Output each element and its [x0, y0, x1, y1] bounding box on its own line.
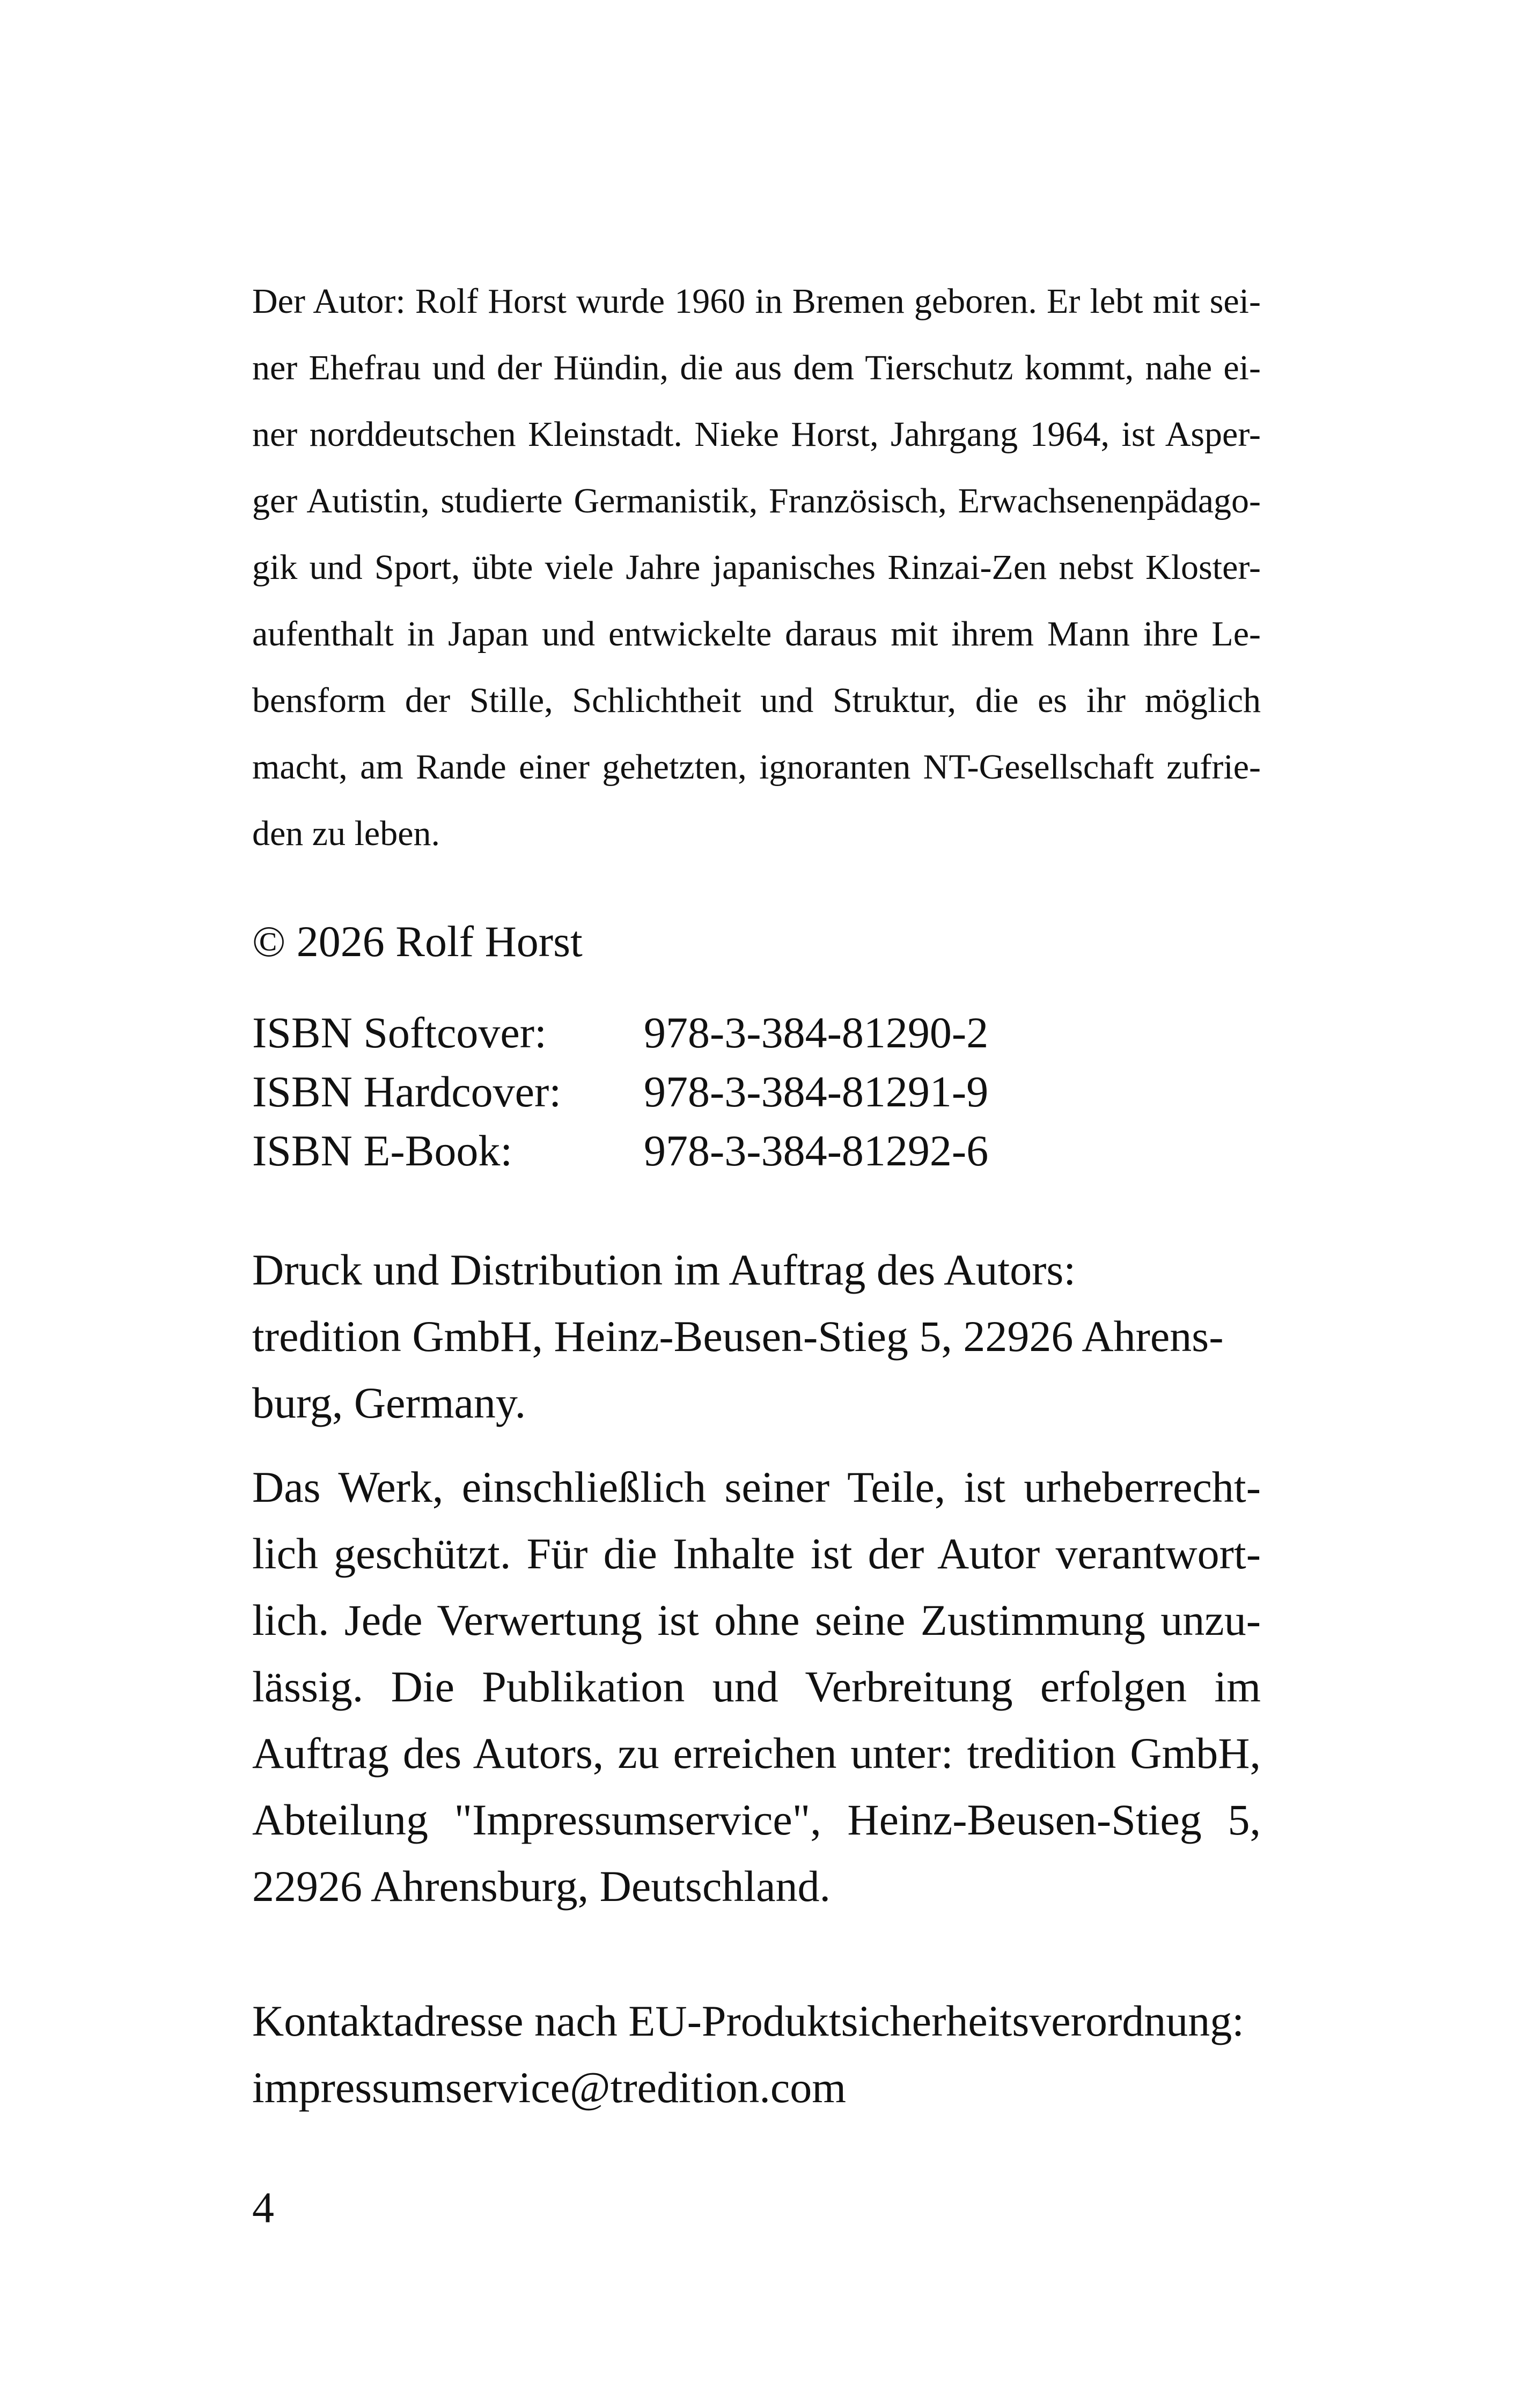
bio-line: aufenthalt in Japan und entwickelte daraus mit ihrem Mann ihre Le- [252, 614, 1261, 654]
author-bio-paragraph [252, 268, 1261, 867]
copyright-legal-paragraph [252, 1454, 1261, 1920]
isbn-list [252, 1003, 1261, 1180]
bio-line: bensform der Stille, Schlichtheit und Struktur, die es ihr möglich [252, 681, 1261, 720]
isbn-label: ISBN E-Book: [252, 1126, 513, 1175]
druck-line: Druck und Distribution im Auftrag des Autors: [252, 1245, 1076, 1294]
bio-line: macht, am Rande einer gehetzten, ignoranten NT-Gesellschaft zufrie- [252, 747, 1261, 787]
legal-line: Das Werk, einschließlich seiner Teile, ist urheberrecht- [252, 1463, 1261, 1511]
contact-address [252, 1988, 1261, 2121]
isbn-value: 978-3-384-81291-9 [644, 1067, 989, 1116]
isbn-value: 978-3-384-81292-6 [644, 1126, 989, 1175]
copyright-notice: © 2026 Rolf Horst [252, 917, 583, 966]
druck-line: burg, Germany. [252, 1378, 526, 1427]
bio-line: ner norddeutschen Kleinstadt. Nieke Horst, Jahrgang 1964, ist Asper- [252, 415, 1261, 454]
print-distribution-notice [252, 1237, 1261, 1436]
legal-line: 22926 Ahrensburg, Deutschland. [252, 1862, 831, 1911]
isbn-row-softcover [252, 1003, 1261, 1062]
bio-line: Der Autor: Rolf Horst wurde 1960 in Bremen geboren. Er lebt mit sei- [252, 282, 1261, 321]
contact-label: Kontaktadresse nach EU-Produktsicherheitsverordnung: [252, 1996, 1245, 2045]
isbn-label: ISBN Softcover: [252, 1008, 547, 1057]
bio-line: ner Ehefrau und der Hündin, die aus dem Tierschutz kommt, nahe ei- [252, 348, 1261, 387]
druck-line: tredition GmbH, Heinz-Beusen-Stieg 5, 22926 Ahrens- [252, 1312, 1224, 1361]
legal-line: lich geschützt. Für die Inhalte ist der Autor verantwort- [252, 1529, 1261, 1578]
legal-line: lässig. Die Publikation und Verbreitung erfolgen im [252, 1662, 1261, 1711]
isbn-value: 978-3-384-81290-2 [644, 1008, 989, 1057]
bio-line: den zu leben. [252, 814, 440, 853]
isbn-label: ISBN Hardcover: [252, 1067, 562, 1116]
bio-line: gik und Sport, übte viele Jahre japanisches Rinzai-Zen nebst Kloster- [252, 548, 1261, 587]
page-number: 4 [252, 2183, 274, 2232]
isbn-row-hardcover [252, 1062, 1261, 1121]
legal-line: Auftrag des Autors, zu erreichen unter: tredition GmbH, [252, 1729, 1261, 1778]
bio-line: ger Autistin, studierte Germanistik, Französisch, Erwachsenenpädago- [252, 481, 1261, 520]
legal-line: lich. Jede Verwertung ist ohne seine Zustimmung unzu- [252, 1596, 1261, 1645]
legal-line: Abteilung "Impressumservice", Heinz-Beusen-Stieg 5, [252, 1795, 1261, 1844]
isbn-row-ebook [252, 1121, 1261, 1180]
contact-email: impressumservice@tredition.com [252, 2063, 847, 2112]
